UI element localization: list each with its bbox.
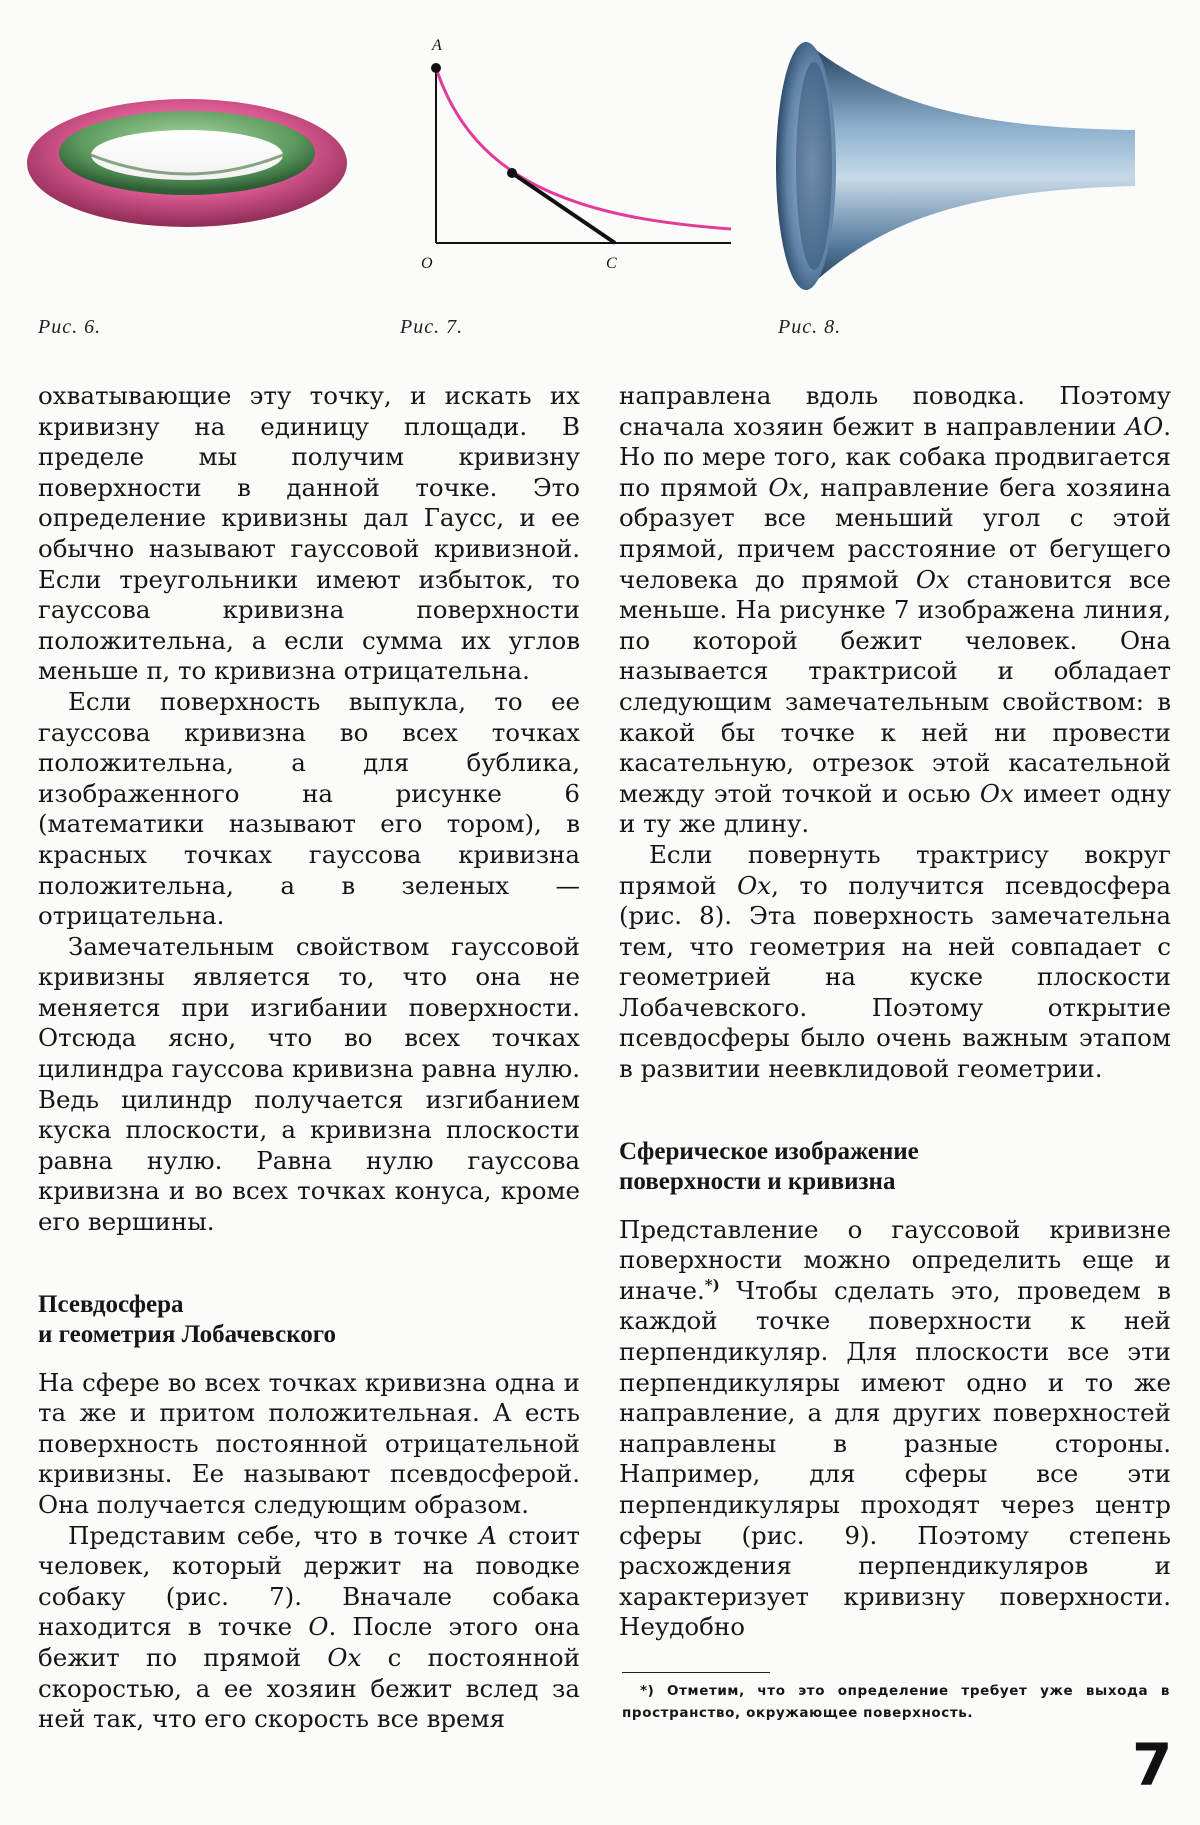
figure-8-caption: Рис. 8.	[778, 316, 842, 338]
section-heading-pseudosphere	[38, 1290, 580, 1350]
right-paragraph-2: Если повернуть трактрису вокруг прямой Ox, то получится псевдосфера (рис. 8). Эта поверхность замечательна тем, что геометрия на ней совпадает с геометрией на куске плоскости Лобачевского. Поэтому открытие псевдосферы было очень важным этапом в развитии неевклидовой геометрии.	[619, 839, 1171, 1084]
left-paragraph-4: На сфере во всех точках кривизна одна и та же и притом положительная. А есть поверхность постоянной отрицательной кривизны. Ее называют псевдосферой. Она получается следующим образом.	[38, 1367, 580, 1519]
heading-line-1: Псевдосфера	[38, 1290, 184, 1318]
pseudosphere-figure	[770, 40, 1190, 295]
right-paragraph-1: направлена вдоль поводка. Поэтому сначала хозяин бежит в направлении AO. Но по мере того, как собака продвигается по прямой Ox, направление бега хозяина образует все меньший угол с этой прямой, причем расстояние от бегущего человека до прямой Ox становится все меньше. На рисунке 7 изображена линия, по которой бежит человек. Она называется трактрисой и обладает следующим замечательным свойством: в какой бы точке к ней ни провести касательную, отрезок этой касательной между этой точкой и осью Ox имеет одну и ту же длину.	[619, 381, 1172, 839]
label-c: C	[606, 255, 617, 272]
tractrix-curve	[436, 68, 731, 229]
left-paragraph-1: охватывающие эту точку, и искать их кривизну на единицу площади. В пределе мы получим кривизну поверхности в данной точке. Это определение кривизны дал Гаусс, и ее обычно называют гауссовой кривизной. Если треугольники имеют избыток, то гауссова кривизна поверхности положительна, а если сумма их углов меньше π, то кривизна отрицательна.	[38, 381, 580, 686]
page-number: 7	[1132, 1731, 1173, 1799]
tractrix-figure	[395, 30, 735, 275]
footnote-text: Отметим, что это определение требует уже выхода в пространство, окружающее поверхность.	[622, 1683, 1170, 1721]
footnote	[622, 1680, 1170, 1724]
left-paragraph-2: Если поверхность выпукла, то ее гауссова кривизна во всех точках положительна, а для бублика, изображенного на рисунке 6 (математики называют его тором), в красных точках гауссова кривизна положительна, а в зеленых — отрицательна.	[38, 686, 580, 931]
tangent-point	[507, 168, 517, 178]
footnote-rule	[622, 1672, 770, 1673]
left-paragraph-5: Представим себе, что в точке A стоит человек, который держит на поводке собаку (рис. 7). Вначале собака находится в точке O. После этого она бежит по прямой Ox с постоянной скоростью, а ее хозяин бежит вслед за ней так, что его скорость все время	[38, 1520, 580, 1734]
section-heading-spherical-image	[619, 1137, 1171, 1197]
left-column	[38, 381, 580, 1735]
label-o: O	[421, 255, 433, 272]
footnote-marker: *)	[640, 1683, 655, 1699]
footnote-mark: *)	[704, 1275, 720, 1294]
point-a	[431, 63, 441, 73]
figure-7-caption: Рис. 7.	[400, 316, 464, 338]
right-column	[619, 381, 1171, 1643]
right-paragraph-3: Представление о гауссовой кривизне поверхности можно определить еще и иначе.*) Чтобы сделать это, проведем в каждой точке поверхности к ней перпендикуляр. Для плоскости все эти перпендикуляры имеют одно и то же направление, а для других поверхностей направлены в разные стороны. Например, для сферы все эти перпендикуляры проходят через центр сферы (рис. 9). Поэтому степень расхождения перпендикуляров и характеризует кривизну поверхности. Неудобно	[619, 1214, 1171, 1642]
left-paragraph-3: Замечательным свойством гауссовой кривизны является то, что она не меняется при изгибании поверхности. Отсюда ясно, что во всех точках цилиндра гауссова кривизна равна нулю. Ведь цилиндр получается изгибанием куска плоскости, а кривизна плоскости равна нулю. Равна нулю гауссова кривизна и во всех точках конуса, кроме его вершины.	[38, 931, 580, 1237]
figure-6-caption: Рис. 6.	[38, 316, 102, 338]
horn-body	[806, 42, 1135, 290]
heading-line-2: поверхности и кривизна	[619, 1167, 896, 1195]
label-a: A	[432, 37, 442, 54]
torus-figure	[25, 95, 350, 230]
heading-line-1: Сферическое изображение	[619, 1137, 919, 1165]
heading-line-2: и геометрия Лобачевского	[38, 1320, 336, 1348]
